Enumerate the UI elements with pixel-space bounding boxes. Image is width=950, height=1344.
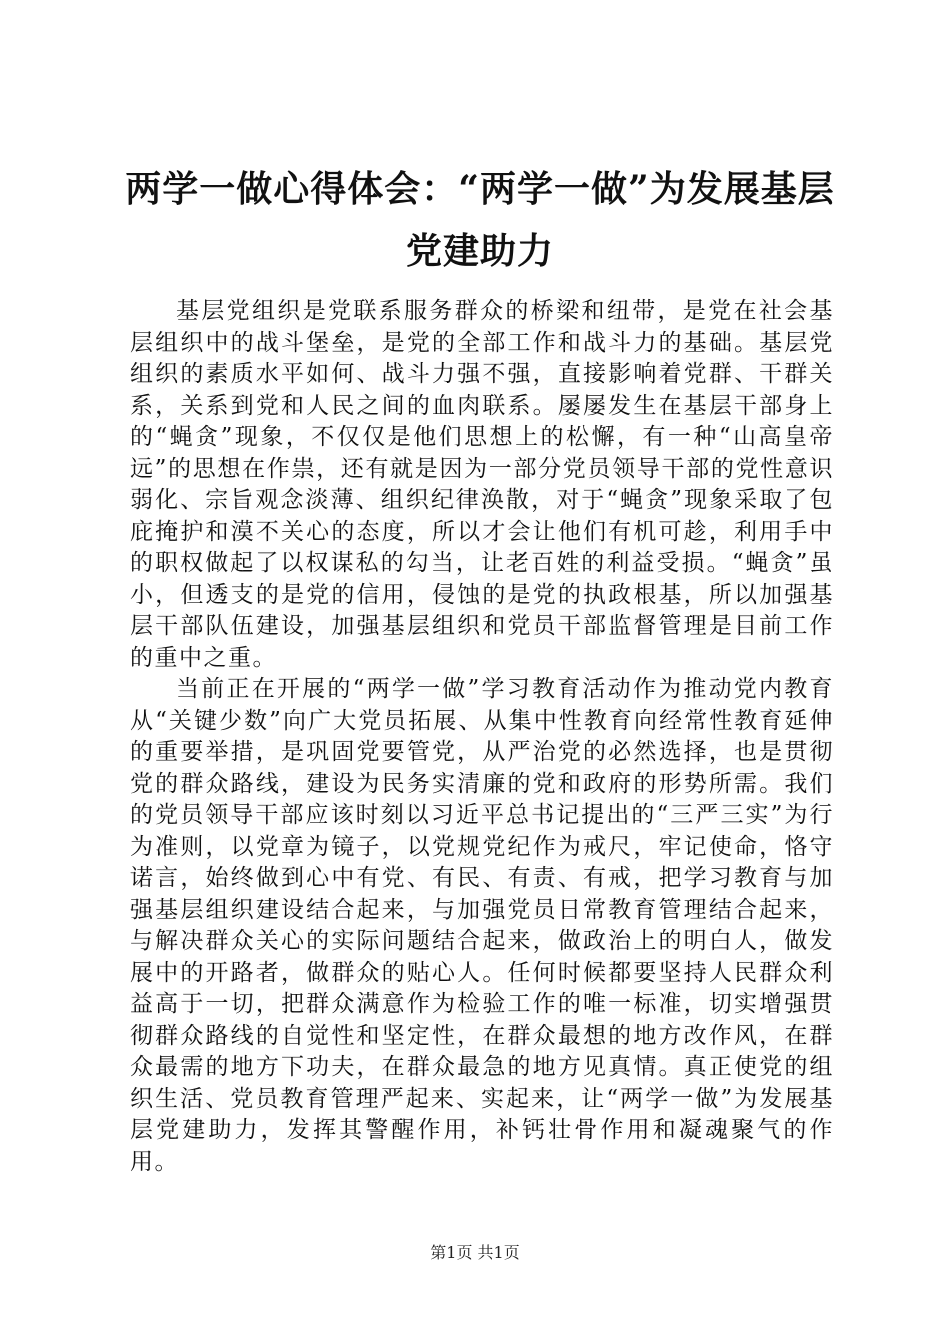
paragraph-1: 基层党组织是党联系服务群众的桥梁和纽带，是党在社会基层组织中的战斗堡垒，是党的全部工作和战斗力的基础。基层党组织的素质水平如何、战斗力强不强，直接影响着党群、干群关系，关系到党和人民之间的血肉联系。屡屡发生在基层干部身上的“蝇贪”现象，不仅仅是他们思想上的松懈，有一种“山高皇帝远”的思想在作祟，还有就是因为一部分党员领导干部的党性意识弱化、宗旨观念淡薄、组织纪律涣散，对于“蝇贪”现象采取了包庇掩护和漠不关心的态度，所以才会让他们有机可趁，利用手中的职权做起了以权谋私的勾当，让老百姓的利益受损。“蝇贪”虽小，但透支的是党的信用，侵蚀的是党的执政根基，所以加强基层干部队伍建设，加强基层组织和党员干部监督管理是目前工作的重中之重。 (130, 298, 834, 671)
document-title: 两学一做心得体会：“两学一做”为发展基层党建助力 (125, 168, 835, 272)
page-footer: 第1页 共1页 (430, 1243, 520, 1262)
document-body (130, 296, 834, 1178)
paragraph-2: 当前正在开展的“两学一做”学习教育活动作为推动党内教育从“关键少数”向广大党员拓展、从集中性教育向经常性教育延伸的重要举措，是巩固党要管党，从严治党的必然选择，也是贯彻党的群众路线，建设为民务实清廉的党和政府的形势所需。我们的党员领导干部应该时刻以习近平总书记提出的“三严三实”为行为准则，以党章为镜子，以党规党纪作为戒尺，牢记使命，恪守诺言，始终做到心中有党、有民、有责、有戒，把学习教育与加强基层组织建设结合起来，与加强党员日常教育管理结合起来，与解决群众关心的实际问题结合起来，做政治上的明白人，做发展中的开路者，做群众的贴心人。任何时候都要坚持人民群众利益高于一切，把群众满意作为检验工作的唯一标准，切实增强贯彻群众路线的自觉性和坚定性，在群众最想的地方改作风，在群众最需的地方下功夫，在群众最急的地方见真情。真正使党的组织生活、党员教育管理严起来、实起来，让“两学一做”为发展基层党建助力，发挥其警醒作用，补钙壮骨作用和凝魂聚气的作用。 (130, 676, 834, 1175)
